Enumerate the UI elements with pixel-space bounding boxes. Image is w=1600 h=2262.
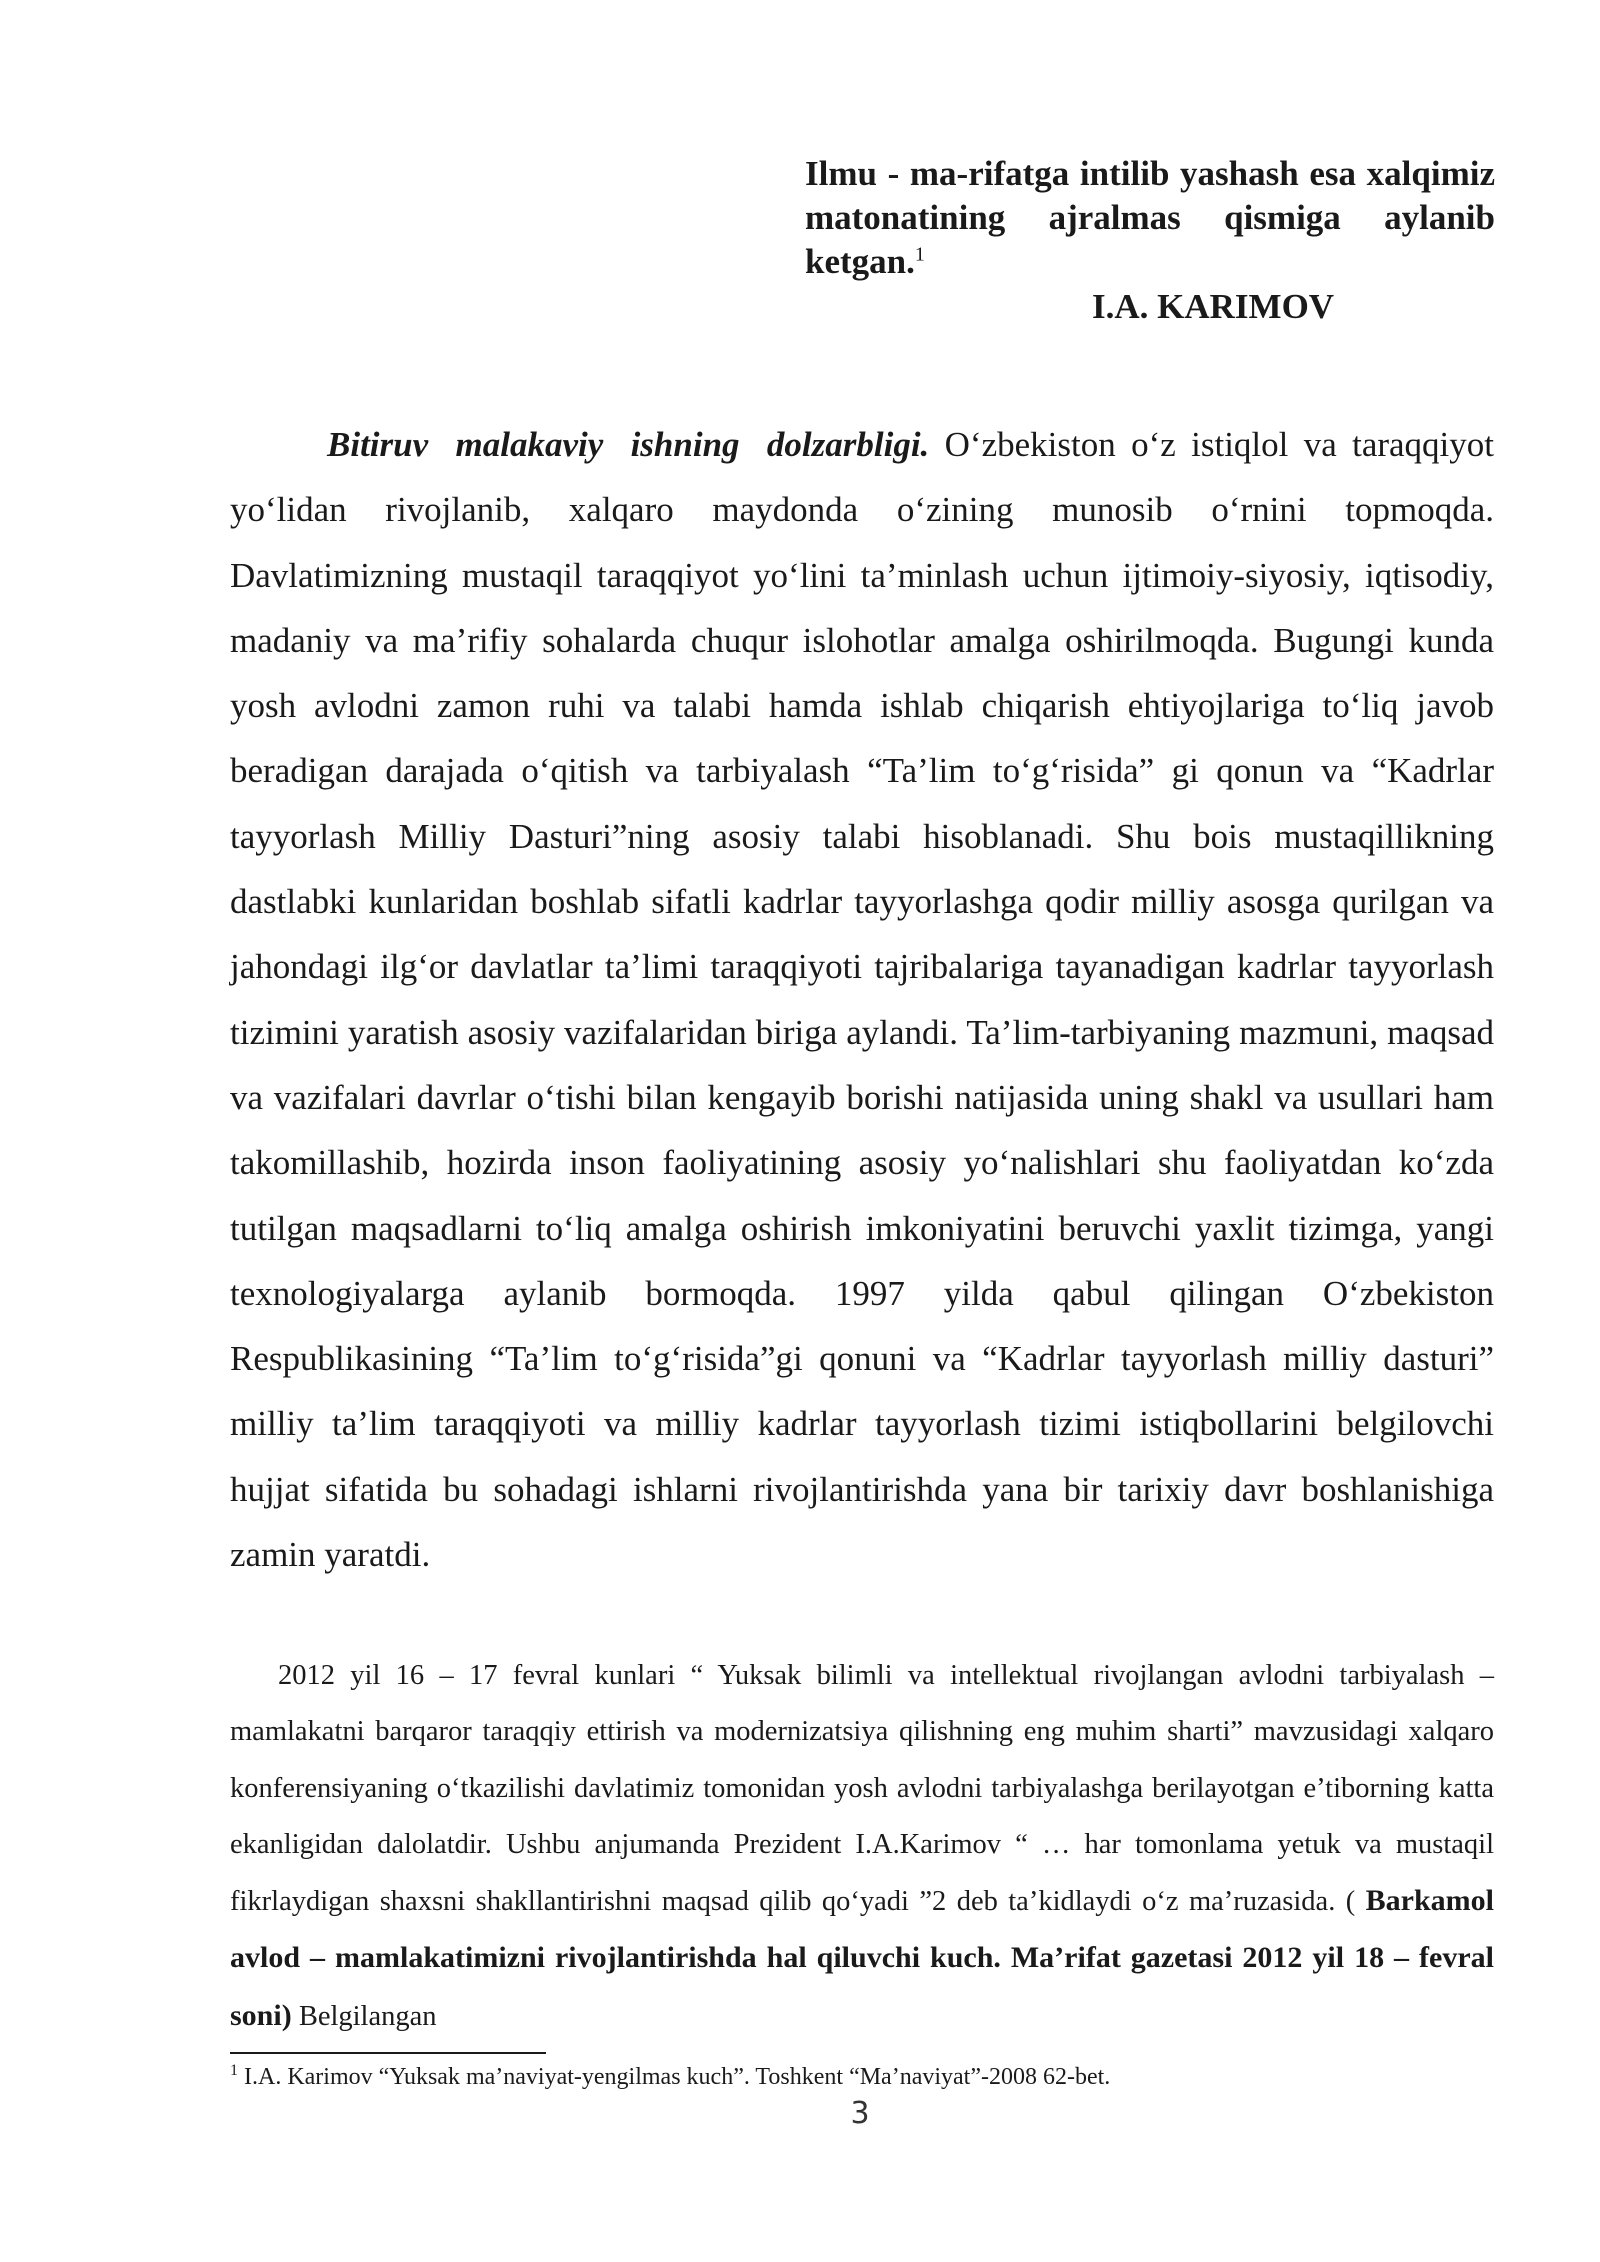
footnote-divider <box>230 2052 546 2054</box>
second-paragraph <box>230 1648 1494 2045</box>
main-paragraph <box>230 412 1494 1587</box>
epigraph-text: Ilmu - ma-rifatga intilib yashash esa xalqimiz matonatining ajralmas qismiga aylanib ketgan. <box>805 154 1495 281</box>
footnote <box>230 2060 1494 2094</box>
main-paragraph-body: O‘zbekiston o‘z istiqlol va taraqqiyot yo‘lidan rivojlanib, xalqaro maydonda o‘zining munosib o‘rnini topmoqda. Davlatimizning mustaqil taraqqiyot yo‘lini ta’minlash uchun ijtimoiy-siyosiy, iqtisodiy, madaniy va ma’rifiy sohalarda chuqur islohotlar amalga oshirilmoqda. Bugungi kunda yosh avlodni zamon ruhi va talabi hamda ishlab chiqarish ehtiyojlariga to‘liq javob beradigan darajada o‘qitish va tarbiyalash “Ta’lim to‘g‘risida” gi qonun va “Kadrlar tayyorlash Milliy Dasturi”ning asosiy talabi hisoblanadi. Shu bois mustaqillikning dastlabki kunlaridan boshlab sifatli kadrlar tayyorlashga qodir milliy asosga qurilgan va jahondagi ilg‘or davlatlar ta’limi taraqqiyoti tajribalariga tayanadigan kadrlar tayyorlash tizimini yaratish asosiy vazifalaridan biriga aylandi. Ta’lim-tarbiyaning mazmuni, maqsad va vazifalari davrlar o‘tishi bilan kengayib borishi natijasida uning shakl va usullari ham takomillashib, hozirda inson faoliyatining asosiy yo‘nalishlari shu faoliyatdan ko‘zda tutilgan maqsadlarni to‘liq amalga oshirish imkoniyatini beruvchi yaxlit tizimga, yangi texnologiyalarga aylanib bormoqda. 1997 yilda qabul qilingan O‘zbekiston Respublikasining “Ta’lim to‘g‘risida”gi qonuni va “Kadrlar tayyorlash milliy dasturi” milliy ta’lim taraqqiyoti va milliy kadrlar tayyorlash tizimi istiqbollarini belgilovchi hujjat sifatida bu sohadagi ishlarni rivojlantirishda yana bir tarixiy davr boshlanishiga zamin yaratdi. <box>230 425 1495 1575</box>
second-paragraph-tail: Belgilangan <box>298 2000 437 2032</box>
bold-citation: Barkamol avlod – mamlakatimizni rivojlantirishda hal qiluvchi kuch. Ma’rifat gazetasi 2012 yil 18 – fevral soni) <box>230 1884 1494 2032</box>
section-lead-heading: Bitiruv malakaviy ishning dolzarbligi. <box>327 425 930 464</box>
page-number: 3 <box>850 2096 870 2131</box>
epigraph-author: I.A. KARIMOV <box>1092 287 1335 326</box>
footnote-mark: 1 <box>230 2062 238 2079</box>
epigraph-footnote-mark: 1 <box>914 243 925 266</box>
footnote-text: I.A. Karimov “Yuksak ma’naviyat-yengilmas kuch”. Toshkent “Ma’naviyat”-2008 62-bet. <box>244 2064 1111 2090</box>
epigraph-quote <box>805 152 1495 284</box>
second-paragraph-text: 2012 yil 16 – 17 fevral kunlari “ Yuksak bilimli va intellektual rivojlangan avlodni tarbiyalash – mamlakatni barqaror taraqqiy ettirish va modernizatsiya qilishning eng muhim sharti” mavzusidagi xalqaro konferensiyaning o‘tkazilishi davlatimiz tomonidan yosh avlodni tarbiyalashga berilayotgan e’tiborning katta ekanligidan dalolatdir. Ushbu anjumanda Prezident I.A.Karimov “ … har tomonlama yetuk va mustaqil fikrlaydigan shaxsni shakllantirishni maqsad qilib qo‘yadi ”2 deb ta’kidlaydi o‘z ma’ruzasida. ( <box>230 1660 1494 1918</box>
